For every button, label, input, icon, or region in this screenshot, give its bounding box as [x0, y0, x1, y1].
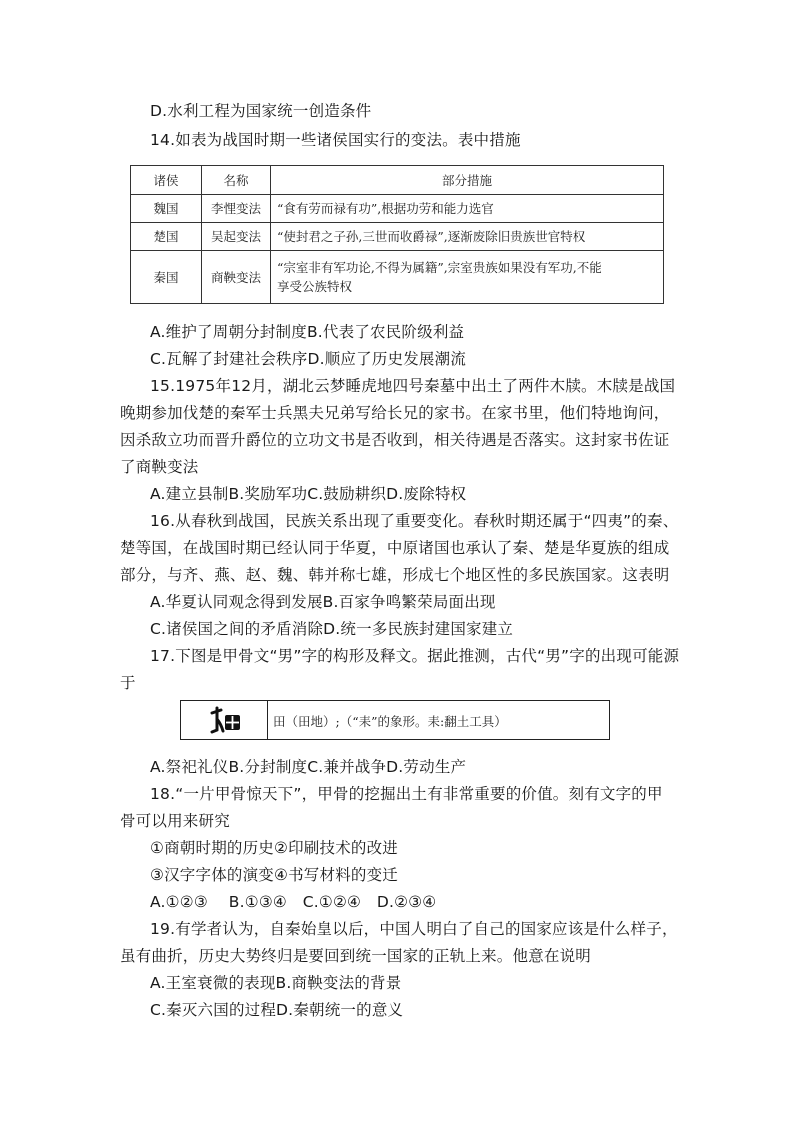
q16-stem-line: 楚等国，在战国时期已经认同于华夏，中原诸国也承认了秦、楚是华夏族的组成 — [120, 539, 670, 557]
table-cell-measures — [271, 195, 664, 223]
q14-reform-table — [130, 165, 664, 304]
table-cell-measures — [271, 223, 664, 251]
q15-options: A.建立县制B.奖励军功C.鼓励耕织D.废除特权 — [150, 485, 467, 503]
q16-stem-line: 16.从春秋到战国，民族关系出现了重要变化。春秋时期还属于“四夷”的秦、 — [150, 512, 679, 530]
table-cell-measures — [271, 251, 664, 304]
q19-stem-line: 虽有曲折，历史大势终归是要回到统一国家的正轨上来。他意在说明 — [120, 947, 592, 965]
table-cell-name: 吴起变法 — [202, 223, 271, 251]
q16-stem-line: 部分，与齐、燕、赵、魏、韩并称七雄，形成七个地区性的多民族国家。这表明 — [120, 566, 670, 584]
q14-stem: 14.如表为战国时期一些诸侯国实行的变法。表中措施 — [150, 131, 521, 149]
figure-caption: 田（田地）;（“耒”的象形。耒:翻土工具） — [273, 714, 507, 729]
table-header-cell: 诸侯 — [131, 166, 202, 195]
measure-line: “使封君之子孙,三世而收爵禄”,逐渐废除旧贵族世官特权 — [277, 229, 586, 244]
table-cell-state: 楚国 — [131, 223, 202, 251]
measure-line: “食有劳而禄有功”,根据功劳和能力选官 — [277, 201, 494, 216]
oracle-bone-nan-glyph-icon — [209, 706, 243, 734]
q19-options-ab: A.王室衰微的表现B.商鞅变法的背景 — [150, 974, 402, 992]
q19-stem-line: 19.有学者认为，自秦始皇以后，中国人明白了自己的国家应该是什么样子， — [150, 920, 678, 938]
q17-options: A.祭祀礼仪B.分封制度C.兼并战争D.劳动生产 — [150, 758, 467, 776]
q18-options: A.①②③ B.①③④ C.①②④ D.②③④ — [150, 893, 437, 911]
q14-options-cd: C.瓦解了封建社会秩序D.顺应了历史发展潮流 — [150, 350, 467, 368]
q15-stem-line: 15.1975年12月，湖北云梦睡虎地四号秦墓中出土了两件木牍。木牍是战国 — [150, 377, 676, 395]
q15-stem-line: 因杀敌立功而晋升爵位的立功文书是否收到，相关待遇是否落实。这封家书佐证 — [120, 431, 670, 449]
table-cell-name: 李悝变法 — [202, 195, 271, 223]
table-cell-state: 魏国 — [131, 195, 202, 223]
q19-options-cd: C.秦灭六国的过程D.秦朝统一的意义 — [150, 1001, 404, 1019]
q15-stem-line: 了商鞅变法 — [120, 458, 199, 476]
q18-stem-line: 18.“一片甲骨惊天下”，甲骨的挖掘出土有非常重要的价值。刻有文字的甲 — [150, 785, 663, 803]
q18-stem-line: 骨可以用来研究 — [120, 812, 230, 830]
q17-stem-line: 17.下图是甲骨文“男”字的构形及释文。据此推测，古代“男”字的出现可能源 — [150, 647, 680, 665]
q17-stem-line: 于 — [120, 674, 136, 692]
q15-stem-line: 晚期参加伐楚的秦军士兵黑夫兄弟写给长兄的家书。在家书里，他们特地询问， — [120, 404, 670, 422]
table-header-cell: 部分措施 — [271, 166, 664, 195]
table-row — [131, 223, 664, 251]
q18-items-34: ③汉字字体的演变④书写材料的变迁 — [150, 866, 398, 884]
q16-options-cd: C.诸侯国之间的矛盾消除D.统一多民族封建国家建立 — [150, 620, 514, 638]
table-row — [131, 195, 664, 223]
q14-options-ab: A.维护了周朝分封制度B.代表了农民阶级利益 — [150, 323, 465, 341]
table-header-cell: 名称 — [202, 166, 271, 195]
table-row — [131, 251, 664, 304]
q17-oracle-figure — [180, 700, 610, 740]
q13-option-d: D.水利工程为国家统一创造条件 — [150, 102, 372, 120]
measure-line: “宗室非有军功论,不得为属籍”,宗室贵族如果没有军功,不能 — [277, 260, 602, 275]
q18-items-12: ①商朝时期的历史②印刷技术的改进 — [150, 839, 398, 857]
table-header-row — [131, 166, 664, 195]
measure-line: 享受公族特权 — [277, 279, 353, 294]
figure-divider — [267, 701, 268, 739]
table-cell-state: 秦国 — [131, 251, 202, 304]
q16-options-ab: A.华夏认同观念得到发展B.百家争鸣繁荣局面出现 — [150, 593, 496, 611]
table-cell-name: 商鞅变法 — [202, 251, 271, 304]
